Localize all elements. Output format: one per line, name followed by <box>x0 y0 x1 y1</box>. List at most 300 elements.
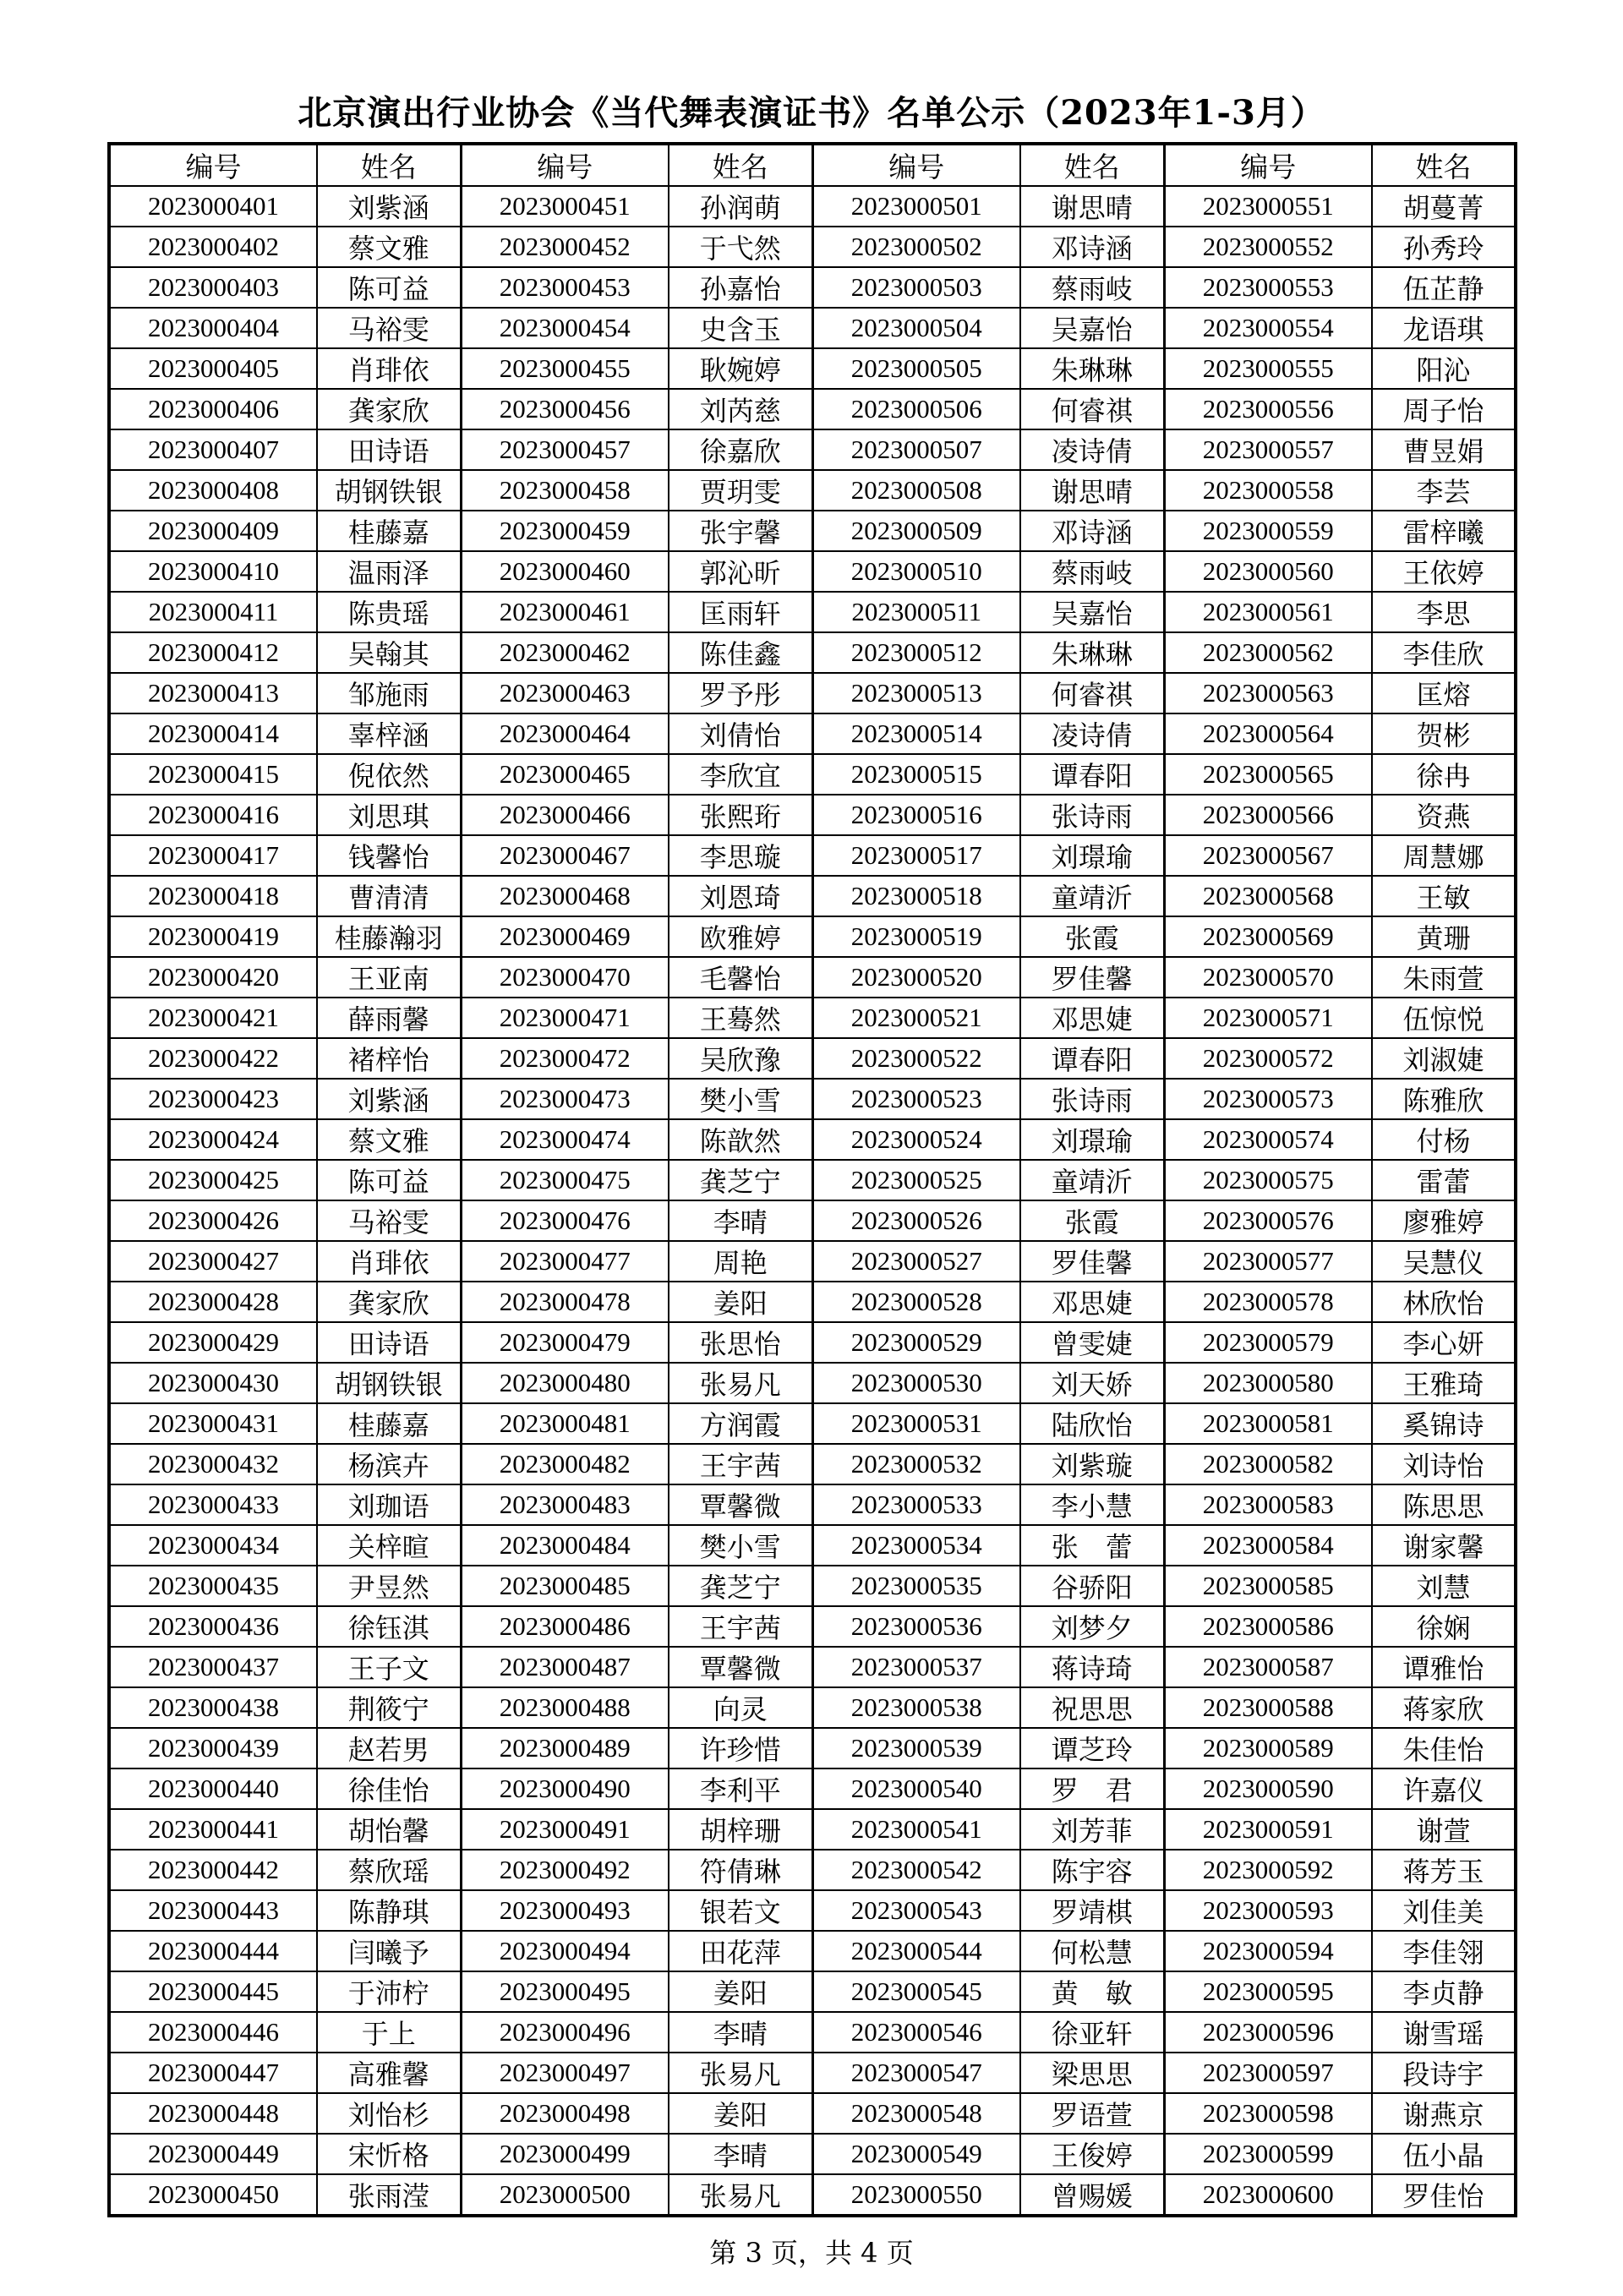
certificate-number-cell: 2023000579 <box>1164 1322 1372 1363</box>
certificate-number-cell: 2023000480 <box>461 1363 669 1403</box>
certificate-number-cell: 2023000527 <box>812 1241 1020 1282</box>
name-cell: 刘思琪 <box>317 795 461 835</box>
name-cell: 谢思晴 <box>1020 470 1164 511</box>
name-cell: 刘恩琦 <box>669 876 812 916</box>
certificate-number-cell: 2023000493 <box>461 1890 669 1931</box>
table-row <box>109 186 1516 227</box>
name-cell: 刘佳美 <box>1372 1890 1516 1931</box>
certificate-number-cell: 2023000548 <box>812 2093 1020 2134</box>
name-cell: 李芸 <box>1372 470 1516 511</box>
table-row <box>109 348 1516 389</box>
certificate-number-cell: 2023000412 <box>109 632 317 673</box>
certificate-number-cell: 2023000448 <box>109 2093 317 2134</box>
certificate-number-cell: 2023000563 <box>1164 673 1372 713</box>
name-cell: 樊小雪 <box>669 1525 812 1566</box>
name-cell: 邓诗涵 <box>1020 511 1164 551</box>
certificate-number-cell: 2023000593 <box>1164 1890 1372 1931</box>
name-cell: 李思璇 <box>669 835 812 876</box>
name-cell: 谭芝玲 <box>1020 1728 1164 1768</box>
certificate-number-cell: 2023000490 <box>461 1768 669 1809</box>
name-cell: 伍芷静 <box>1372 267 1516 308</box>
name-cell: 马裕雯 <box>317 308 461 348</box>
certificate-number-cell: 2023000592 <box>1164 1850 1372 1890</box>
certificate-number-cell: 2023000465 <box>461 754 669 795</box>
table-row <box>109 1566 1516 1606</box>
certificate-number-cell: 2023000451 <box>461 186 669 227</box>
name-cell: 童靖沂 <box>1020 1160 1164 1200</box>
name-cell: 李贞静 <box>1372 1971 1516 2012</box>
certificate-number-cell: 2023000476 <box>461 1200 669 1241</box>
certificate-number-cell: 2023000558 <box>1164 470 1372 511</box>
name-cell: 刘淑婕 <box>1372 1038 1516 1079</box>
name-cell: 桂藤嘉 <box>317 1403 461 1444</box>
name-cell: 向灵 <box>669 1687 812 1728</box>
name-cell: 刘芳菲 <box>1020 1809 1164 1850</box>
name-cell: 张雨滢 <box>317 2174 461 2216</box>
certificate-number-cell: 2023000413 <box>109 673 317 713</box>
name-cell: 胡钢铁银 <box>317 470 461 511</box>
table-row <box>109 267 1516 308</box>
name-cell: 谷骄阳 <box>1020 1566 1164 1606</box>
name-cell: 曾雯婕 <box>1020 1322 1164 1363</box>
name-cell: 刘倩怡 <box>669 713 812 754</box>
certificate-number-cell: 2023000573 <box>1164 1079 1372 1119</box>
certificate-number-cell: 2023000502 <box>812 227 1020 267</box>
name-cell: 尹昱然 <box>317 1566 461 1606</box>
certificate-number-cell: 2023000455 <box>461 348 669 389</box>
name-cell: 邓思婕 <box>1020 1282 1164 1322</box>
certificate-number-cell: 2023000600 <box>1164 2174 1372 2216</box>
certificate-number-cell: 2023000553 <box>1164 267 1372 308</box>
name-cell: 刘诗怡 <box>1372 1444 1516 1484</box>
name-cell: 蔡文雅 <box>317 1119 461 1160</box>
name-cell: 罗 君 <box>1020 1768 1164 1809</box>
certificate-number-cell: 2023000404 <box>109 308 317 348</box>
certificate-number-cell: 2023000482 <box>461 1444 669 1484</box>
certificate-number-cell: 2023000417 <box>109 835 317 876</box>
table-row <box>109 429 1516 470</box>
certificate-number-cell: 2023000444 <box>109 1931 317 1971</box>
column-header-name: 姓名 <box>317 144 461 186</box>
certificate-number-cell: 2023000406 <box>109 389 317 429</box>
table-row <box>109 673 1516 713</box>
name-cell: 匡雨轩 <box>669 592 812 632</box>
name-cell: 刘紫涵 <box>317 186 461 227</box>
name-cell: 龚芝宁 <box>669 1566 812 1606</box>
certificate-number-cell: 2023000584 <box>1164 1525 1372 1566</box>
table-row <box>109 2012 1516 2053</box>
certificate-number-cell: 2023000533 <box>812 1484 1020 1525</box>
certificate-number-cell: 2023000518 <box>812 876 1020 916</box>
certificate-number-cell: 2023000590 <box>1164 1768 1372 1809</box>
certificate-number-cell: 2023000433 <box>109 1484 317 1525</box>
name-cell: 龚家欣 <box>317 389 461 429</box>
certificate-number-cell: 2023000472 <box>461 1038 669 1079</box>
certificate-number-cell: 2023000469 <box>461 916 669 957</box>
table-row <box>109 1119 1516 1160</box>
name-cell: 桂藤嘉 <box>317 511 461 551</box>
name-cell: 王依婷 <box>1372 551 1516 592</box>
certificate-number-cell: 2023000491 <box>461 1809 669 1850</box>
certificate-number-cell: 2023000571 <box>1164 998 1372 1038</box>
certificate-number-cell: 2023000485 <box>461 1566 669 1606</box>
column-header-id: 编号 <box>109 144 317 186</box>
table-row <box>109 1647 1516 1687</box>
name-cell: 黄 敏 <box>1020 1971 1164 2012</box>
name-cell: 刘紫涵 <box>317 1079 461 1119</box>
name-cell: 吴欣豫 <box>669 1038 812 1079</box>
certificate-number-cell: 2023000473 <box>461 1079 669 1119</box>
name-cell: 刘怡杉 <box>317 2093 461 2134</box>
certificate-number-cell: 2023000443 <box>109 1890 317 1931</box>
name-cell: 林欣怡 <box>1372 1282 1516 1322</box>
certificate-number-cell: 2023000481 <box>461 1403 669 1444</box>
certificate-number-cell: 2023000580 <box>1164 1363 1372 1403</box>
name-cell: 蔡雨岐 <box>1020 267 1164 308</box>
name-cell: 徐钰淇 <box>317 1606 461 1647</box>
certificate-number-cell: 2023000566 <box>1164 795 1372 835</box>
certificate-number-cell: 2023000572 <box>1164 1038 1372 1079</box>
certificate-number-cell: 2023000529 <box>812 1322 1020 1363</box>
name-cell: 曹清清 <box>317 876 461 916</box>
name-cell: 黄珊 <box>1372 916 1516 957</box>
name-cell: 蒋芳玉 <box>1372 1850 1516 1890</box>
name-cell: 朱佳怡 <box>1372 1728 1516 1768</box>
certificate-number-cell: 2023000556 <box>1164 389 1372 429</box>
name-cell: 吴翰其 <box>317 632 461 673</box>
name-cell: 谭春阳 <box>1020 1038 1164 1079</box>
certificate-number-cell: 2023000471 <box>461 998 669 1038</box>
certificate-number-cell: 2023000475 <box>461 1160 669 1200</box>
column-header-id: 编号 <box>1164 144 1372 186</box>
name-cell: 覃馨微 <box>669 1647 812 1687</box>
name-cell: 田诗语 <box>317 429 461 470</box>
name-cell: 谢萱 <box>1372 1809 1516 1850</box>
certificate-number-cell: 2023000501 <box>812 186 1020 227</box>
certificate-number-cell: 2023000436 <box>109 1606 317 1647</box>
certificate-number-cell: 2023000421 <box>109 998 317 1038</box>
certificate-number-cell: 2023000539 <box>812 1728 1020 1768</box>
certificate-number-cell: 2023000555 <box>1164 348 1372 389</box>
certificate-number-cell: 2023000541 <box>812 1809 1020 1850</box>
name-cell: 何松慧 <box>1020 1931 1164 1971</box>
name-cell: 姜阳 <box>669 1971 812 2012</box>
certificate-number-cell: 2023000423 <box>109 1079 317 1119</box>
table-row <box>109 1971 1516 2012</box>
certificate-number-cell: 2023000530 <box>812 1363 1020 1403</box>
name-cell: 童靖沂 <box>1020 876 1164 916</box>
certificate-number-cell: 2023000552 <box>1164 227 1372 267</box>
roster-table-body <box>109 186 1516 2216</box>
certificate-number-cell: 2023000427 <box>109 1241 317 1282</box>
name-cell: 关梓暄 <box>317 1525 461 1566</box>
name-cell: 闫曦予 <box>317 1931 461 1971</box>
certificate-number-cell: 2023000500 <box>461 2174 669 2216</box>
name-cell: 李利平 <box>669 1768 812 1809</box>
name-cell: 胡梓珊 <box>669 1809 812 1850</box>
certificate-number-cell: 2023000418 <box>109 876 317 916</box>
name-cell: 刘慧 <box>1372 1566 1516 1606</box>
name-cell: 刘紫璇 <box>1020 1444 1164 1484</box>
table-row <box>109 795 1516 835</box>
name-cell: 刘天娇 <box>1020 1363 1164 1403</box>
name-cell: 杨滨卉 <box>317 1444 461 1484</box>
table-row <box>109 1079 1516 1119</box>
name-cell: 胡钢铁银 <box>317 1363 461 1403</box>
column-header-name: 姓名 <box>669 144 812 186</box>
name-cell: 王宇茜 <box>669 1606 812 1647</box>
table-row <box>109 1038 1516 1079</box>
name-cell: 王宇茜 <box>669 1444 812 1484</box>
certificate-number-cell: 2023000517 <box>812 835 1020 876</box>
certificate-number-cell: 2023000507 <box>812 429 1020 470</box>
certificate-number-cell: 2023000442 <box>109 1850 317 1890</box>
certificate-number-cell: 2023000551 <box>1164 186 1372 227</box>
name-cell: 陈歆然 <box>669 1119 812 1160</box>
certificate-number-cell: 2023000408 <box>109 470 317 511</box>
table-row <box>109 1484 1516 1525</box>
name-cell: 吴嘉怡 <box>1020 308 1164 348</box>
name-cell: 陈可益 <box>317 1160 461 1200</box>
name-cell: 李佳翎 <box>1372 1931 1516 1971</box>
certificate-number-cell: 2023000446 <box>109 2012 317 2053</box>
name-cell: 周艳 <box>669 1241 812 1282</box>
certificate-number-cell: 2023000461 <box>461 592 669 632</box>
certificate-number-cell: 2023000570 <box>1164 957 1372 998</box>
name-cell: 陈可益 <box>317 267 461 308</box>
certificate-number-cell: 2023000559 <box>1164 511 1372 551</box>
table-row <box>109 1322 1516 1363</box>
name-cell: 蒋家欣 <box>1372 1687 1516 1728</box>
table-row <box>109 389 1516 429</box>
certificate-number-cell: 2023000575 <box>1164 1160 1372 1200</box>
certificate-number-cell: 2023000403 <box>109 267 317 308</box>
certificate-number-cell: 2023000478 <box>461 1282 669 1322</box>
certificate-number-cell: 2023000521 <box>812 998 1020 1038</box>
name-cell: 肖琲依 <box>317 1241 461 1282</box>
certificate-number-cell: 2023000514 <box>812 713 1020 754</box>
certificate-number-cell: 2023000550 <box>812 2174 1020 2216</box>
name-cell: 徐佳怡 <box>317 1768 461 1809</box>
name-cell: 李佳欣 <box>1372 632 1516 673</box>
certificate-number-cell: 2023000524 <box>812 1119 1020 1160</box>
name-cell: 方润霞 <box>669 1403 812 1444</box>
certificate-number-cell: 2023000534 <box>812 1525 1020 1566</box>
certificate-number-cell: 2023000516 <box>812 795 1020 835</box>
name-cell: 刘梦夕 <box>1020 1606 1164 1647</box>
name-cell: 王敏 <box>1372 876 1516 916</box>
certificate-number-cell: 2023000565 <box>1164 754 1372 795</box>
name-cell: 许珍惜 <box>669 1728 812 1768</box>
certificate-number-cell: 2023000506 <box>812 389 1020 429</box>
certificate-number-cell: 2023000582 <box>1164 1444 1372 1484</box>
name-cell: 刘璟瑜 <box>1020 835 1164 876</box>
name-cell: 王俊婷 <box>1020 2134 1164 2174</box>
name-cell: 刘芮慈 <box>669 389 812 429</box>
name-cell: 龙语琪 <box>1372 308 1516 348</box>
certificate-number-cell: 2023000574 <box>1164 1119 1372 1160</box>
name-cell: 张宇馨 <box>669 511 812 551</box>
name-cell: 樊小雪 <box>669 1079 812 1119</box>
table-row <box>109 835 1516 876</box>
certificate-number-cell: 2023000499 <box>461 2134 669 2174</box>
table-row <box>109 1160 1516 1200</box>
name-cell: 蔡欣瑶 <box>317 1850 461 1890</box>
name-cell: 陈佳鑫 <box>669 632 812 673</box>
name-cell: 贺彬 <box>1372 713 1516 754</box>
name-cell: 蔡文雅 <box>317 227 461 267</box>
table-row <box>109 1363 1516 1403</box>
certificate-number-cell: 2023000494 <box>461 1931 669 1971</box>
table-row <box>109 2053 1516 2093</box>
name-cell: 伍小晶 <box>1372 2134 1516 2174</box>
certificate-number-cell: 2023000578 <box>1164 1282 1372 1322</box>
name-cell: 雷蕾 <box>1372 1160 1516 1200</box>
name-cell: 陆欣怡 <box>1020 1403 1164 1444</box>
table-row <box>109 511 1516 551</box>
certificate-number-cell: 2023000599 <box>1164 2134 1372 2174</box>
certificate-number-cell: 2023000538 <box>812 1687 1020 1728</box>
name-cell: 符倩琳 <box>669 1850 812 1890</box>
certificate-number-cell: 2023000468 <box>461 876 669 916</box>
certificate-number-cell: 2023000414 <box>109 713 317 754</box>
certificate-number-cell: 2023000426 <box>109 1200 317 1241</box>
certificate-number-cell: 2023000439 <box>109 1728 317 1768</box>
table-row <box>109 1403 1516 1444</box>
certificate-number-cell: 2023000466 <box>461 795 669 835</box>
name-cell: 赵若男 <box>317 1728 461 1768</box>
name-cell: 辜梓涵 <box>317 713 461 754</box>
certificate-number-cell: 2023000497 <box>461 2053 669 2093</box>
certificate-number-cell: 2023000585 <box>1164 1566 1372 1606</box>
certificate-number-cell: 2023000528 <box>812 1282 1020 1322</box>
name-cell: 荆筱宁 <box>317 1687 461 1728</box>
table-row <box>109 632 1516 673</box>
certificate-number-cell: 2023000464 <box>461 713 669 754</box>
name-cell: 薛雨馨 <box>317 998 461 1038</box>
name-cell: 徐亚轩 <box>1020 2012 1164 2053</box>
certificate-number-cell: 2023000510 <box>812 551 1020 592</box>
name-cell: 谢思晴 <box>1020 186 1164 227</box>
certificate-number-cell: 2023000568 <box>1164 876 1372 916</box>
name-cell: 陈贵瑶 <box>317 592 461 632</box>
name-cell: 李晴 <box>669 1200 812 1241</box>
certificate-number-cell: 2023000576 <box>1164 1200 1372 1241</box>
certificate-number-cell: 2023000487 <box>461 1647 669 1687</box>
certificate-number-cell: 2023000511 <box>812 592 1020 632</box>
name-cell: 耿婉婷 <box>669 348 812 389</box>
name-cell: 孙润萌 <box>669 186 812 227</box>
table-row <box>109 592 1516 632</box>
certificate-number-cell: 2023000453 <box>461 267 669 308</box>
name-cell: 李心妍 <box>1372 1322 1516 1363</box>
name-cell: 史含玉 <box>669 308 812 348</box>
certificate-number-cell: 2023000452 <box>461 227 669 267</box>
certificate-number-cell: 2023000542 <box>812 1850 1020 1890</box>
certificate-number-cell: 2023000496 <box>461 2012 669 2053</box>
name-cell: 田诗语 <box>317 1322 461 1363</box>
table-row <box>109 1282 1516 1322</box>
table-row <box>109 1200 1516 1241</box>
name-cell: 吴嘉怡 <box>1020 592 1164 632</box>
table-row <box>109 1241 1516 1282</box>
table-row <box>109 713 1516 754</box>
certificate-number-cell: 2023000488 <box>461 1687 669 1728</box>
certificate-number-cell: 2023000505 <box>812 348 1020 389</box>
table-row <box>109 1931 1516 1971</box>
certificate-number-cell: 2023000486 <box>461 1606 669 1647</box>
name-cell: 姜阳 <box>669 1282 812 1322</box>
name-cell: 毛馨怡 <box>669 957 812 998</box>
name-cell: 李思 <box>1372 592 1516 632</box>
name-cell: 张易凡 <box>669 2053 812 2093</box>
name-cell: 许嘉仪 <box>1372 1768 1516 1809</box>
name-cell: 于弋然 <box>669 227 812 267</box>
certificate-number-cell: 2023000479 <box>461 1322 669 1363</box>
certificate-number-cell: 2023000549 <box>812 2134 1020 2174</box>
table-row <box>109 551 1516 592</box>
certificate-number-cell: 2023000498 <box>461 2093 669 2134</box>
name-cell: 曹昱娟 <box>1372 429 1516 470</box>
certificate-number-cell: 2023000467 <box>461 835 669 876</box>
name-cell: 欧雅婷 <box>669 916 812 957</box>
table-row <box>109 916 1516 957</box>
name-cell: 龚家欣 <box>317 1282 461 1322</box>
certificate-number-cell: 2023000492 <box>461 1850 669 1890</box>
name-cell: 谢燕京 <box>1372 2093 1516 2134</box>
table-row <box>109 227 1516 267</box>
certificate-number-cell: 2023000508 <box>812 470 1020 511</box>
certificate-number-cell: 2023000597 <box>1164 2053 1372 2093</box>
name-cell: 温雨泽 <box>317 551 461 592</box>
name-cell: 段诗宇 <box>1372 2053 1516 2093</box>
name-cell: 罗佳馨 <box>1020 1241 1164 1282</box>
name-cell: 奚锦诗 <box>1372 1403 1516 1444</box>
name-cell: 于上 <box>317 2012 461 2053</box>
certificate-number-cell: 2023000598 <box>1164 2093 1372 2134</box>
name-cell: 覃馨微 <box>669 1484 812 1525</box>
column-header-id: 编号 <box>461 144 669 186</box>
certificate-number-cell: 2023000489 <box>461 1728 669 1768</box>
certificate-number-cell: 2023000435 <box>109 1566 317 1606</box>
certificate-number-cell: 2023000429 <box>109 1322 317 1363</box>
name-cell: 罗佳怡 <box>1372 2174 1516 2216</box>
certificate-number-cell: 2023000520 <box>812 957 1020 998</box>
certificate-number-cell: 2023000458 <box>461 470 669 511</box>
certificate-number-cell: 2023000526 <box>812 1200 1020 1241</box>
name-cell: 罗靖棋 <box>1020 1890 1164 1931</box>
certificate-number-cell: 2023000447 <box>109 2053 317 2093</box>
certificate-number-cell: 2023000422 <box>109 1038 317 1079</box>
certificate-number-cell: 2023000540 <box>812 1768 1020 1809</box>
name-cell: 刘珈语 <box>317 1484 461 1525</box>
certificate-number-cell: 2023000445 <box>109 1971 317 2012</box>
roster-table <box>107 142 1517 2217</box>
name-cell: 朱琳琳 <box>1020 348 1164 389</box>
name-cell: 张 蕾 <box>1020 1525 1164 1566</box>
certificate-number-cell: 2023000588 <box>1164 1687 1372 1728</box>
name-cell: 谭春阳 <box>1020 754 1164 795</box>
certificate-number-cell: 2023000536 <box>812 1606 1020 1647</box>
name-cell: 祝思思 <box>1020 1687 1164 1728</box>
name-cell: 陈思思 <box>1372 1484 1516 1525</box>
name-cell: 伍惊悦 <box>1372 998 1516 1038</box>
certificate-number-cell: 2023000522 <box>812 1038 1020 1079</box>
name-cell: 田花萍 <box>669 1931 812 1971</box>
table-row <box>109 754 1516 795</box>
table-row <box>109 470 1516 511</box>
certificate-number-cell: 2023000441 <box>109 1809 317 1850</box>
